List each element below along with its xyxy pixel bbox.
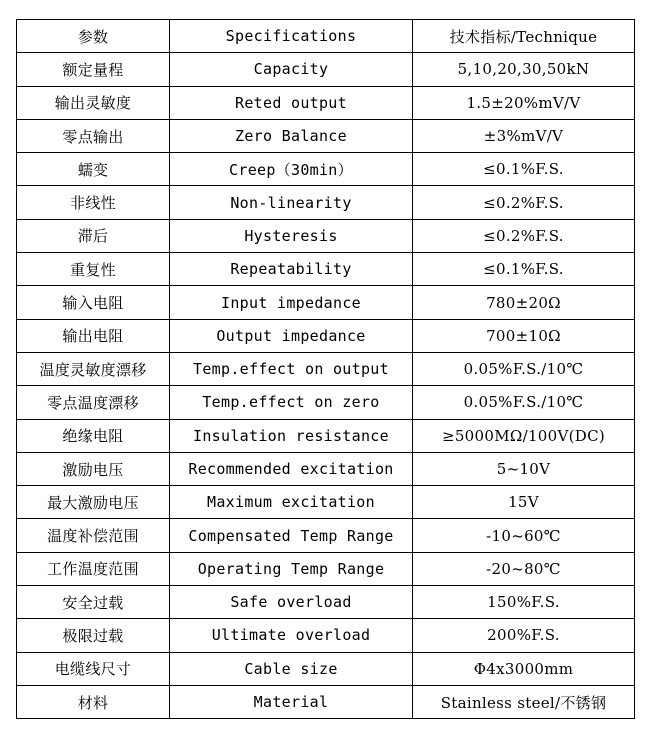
parameter-en-cell: Creep（30min） (170, 153, 413, 186)
parameter-value-cell: ≤0.2%F.S. (413, 219, 635, 252)
parameter-value-cell: ≤0.2%F.S. (413, 186, 635, 219)
table-row (17, 86, 635, 119)
table-row (17, 619, 635, 652)
specifications-table-body (17, 20, 635, 719)
parameter-cn-cell: 电缆线尺寸 (17, 652, 170, 685)
header-cn-cell: 参数 (17, 20, 170, 53)
parameter-en-cell: Compensated Temp Range (170, 519, 413, 552)
parameter-cn-cell: 滞后 (17, 219, 170, 252)
parameter-cn-cell: 温度补偿范围 (17, 519, 170, 552)
parameter-cn-cell: 非线性 (17, 186, 170, 219)
parameter-cn-cell: 零点输出 (17, 119, 170, 152)
parameter-cn-cell: 绝缘电阻 (17, 419, 170, 452)
parameter-value-cell: Stainless steel/不锈钢 (413, 685, 635, 718)
parameter-value-cell: ±3%mV/V (413, 119, 635, 152)
parameter-value-cell: Φ4x3000mm (413, 652, 635, 685)
parameter-cn-cell: 蠕变 (17, 153, 170, 186)
table-row (17, 685, 635, 718)
parameter-value-cell: ≤0.1%F.S. (413, 253, 635, 286)
parameter-value-cell: ≥5000MΩ/100V(DC) (413, 419, 635, 452)
parameter-en-cell: Repeatability (170, 253, 413, 286)
table-row (17, 153, 635, 186)
parameter-en-cell: Safe overload (170, 586, 413, 619)
table-row (17, 519, 635, 552)
parameter-cn-cell: 工作温度范围 (17, 552, 170, 585)
parameter-cn-cell: 材料 (17, 685, 170, 718)
parameter-en-cell: Maximum excitation (170, 486, 413, 519)
header-value-cell: 技术指标/Technique (413, 20, 635, 53)
parameter-en-cell: Non-linearity (170, 186, 413, 219)
parameter-value-cell: ≤0.1%F.S. (413, 153, 635, 186)
parameter-cn-cell: 输出电阻 (17, 319, 170, 352)
parameter-value-cell: 200%F.S. (413, 619, 635, 652)
table-row (17, 219, 635, 252)
parameter-cn-cell: 重复性 (17, 253, 170, 286)
parameter-value-cell: 0.05%F.S./10℃ (413, 386, 635, 419)
parameter-value-cell: -10~60℃ (413, 519, 635, 552)
table-row (17, 386, 635, 419)
parameter-value-cell: 1.5±20%mV/V (413, 86, 635, 119)
parameter-en-cell: Reted output (170, 86, 413, 119)
parameter-en-cell: Temp.effect on zero (170, 386, 413, 419)
parameter-cn-cell: 激励电压 (17, 452, 170, 485)
parameter-en-cell: Output impedance (170, 319, 413, 352)
parameter-cn-cell: 极限过载 (17, 619, 170, 652)
parameter-en-cell: Zero Balance (170, 119, 413, 152)
parameter-value-cell: 780±20Ω (413, 286, 635, 319)
parameter-en-cell: Operating Temp Range (170, 552, 413, 585)
parameter-value-cell: 15V (413, 486, 635, 519)
table-row (17, 486, 635, 519)
parameter-cn-cell: 安全过载 (17, 586, 170, 619)
table-row (17, 452, 635, 485)
table-row (17, 253, 635, 286)
table-row (17, 352, 635, 385)
parameter-value-cell: 5,10,20,30,50kN (413, 53, 635, 86)
parameter-cn-cell: 零点温度漂移 (17, 386, 170, 419)
table-row (17, 119, 635, 152)
table-row (17, 319, 635, 352)
parameter-value-cell: 5~10V (413, 452, 635, 485)
parameter-en-cell: Input impedance (170, 286, 413, 319)
parameter-cn-cell: 最大激励电压 (17, 486, 170, 519)
parameter-value-cell: 0.05%F.S./10℃ (413, 352, 635, 385)
parameter-en-cell: Temp.effect on output (170, 352, 413, 385)
table-row (17, 53, 635, 86)
parameter-value-cell: 150%F.S. (413, 586, 635, 619)
table-header-row (17, 20, 635, 53)
table-row (17, 186, 635, 219)
header-en-cell: Specifications (170, 20, 413, 53)
parameter-en-cell: Ultimate overload (170, 619, 413, 652)
parameter-cn-cell: 温度灵敏度漂移 (17, 352, 170, 385)
table-row (17, 419, 635, 452)
parameter-en-cell: Cable size (170, 652, 413, 685)
parameter-value-cell: -20~80℃ (413, 552, 635, 585)
parameter-en-cell: Material (170, 685, 413, 718)
parameter-cn-cell: 输出灵敏度 (17, 86, 170, 119)
parameter-en-cell: Hysteresis (170, 219, 413, 252)
table-row (17, 552, 635, 585)
parameter-cn-cell: 额定量程 (17, 53, 170, 86)
parameter-value-cell: 700±10Ω (413, 319, 635, 352)
table-row (17, 286, 635, 319)
table-row (17, 586, 635, 619)
parameter-en-cell: Recommended excitation (170, 452, 413, 485)
parameter-en-cell: Capacity (170, 53, 413, 86)
parameter-cn-cell: 输入电阻 (17, 286, 170, 319)
specifications-table (16, 19, 635, 719)
table-row (17, 652, 635, 685)
parameter-en-cell: Insulation resistance (170, 419, 413, 452)
